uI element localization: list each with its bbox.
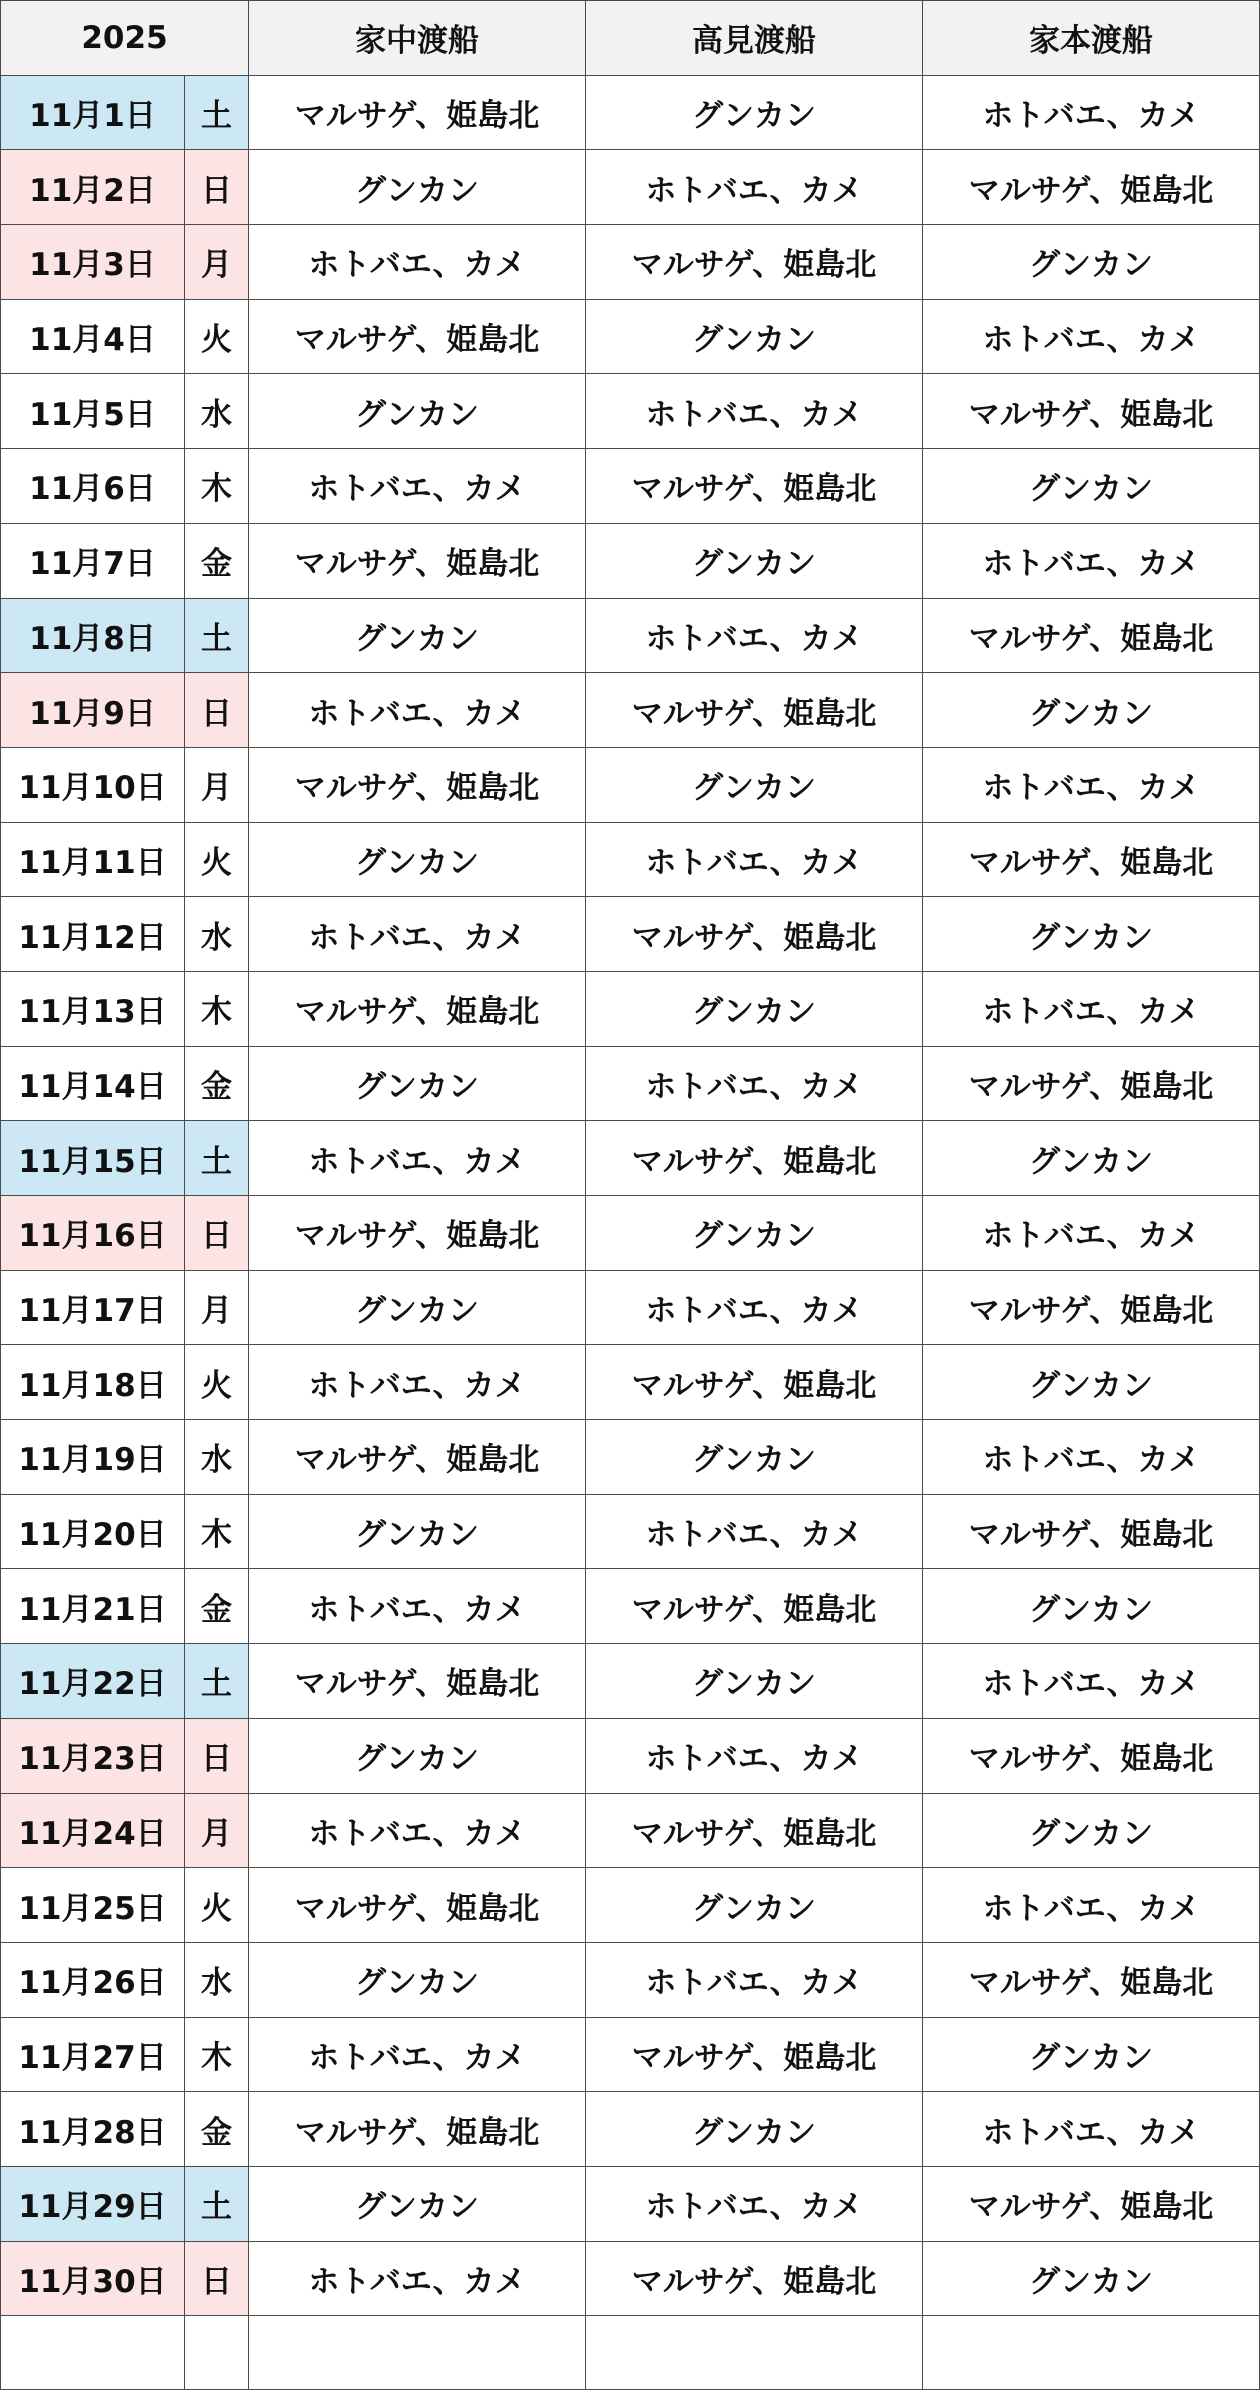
empty-cell: [185, 2316, 249, 2390]
ienaka-cell: グンカン: [249, 2166, 586, 2241]
date-cell: 11月8日: [1, 598, 185, 673]
takami-cell: マルサゲ、姫島北: [586, 225, 923, 300]
weekday-cell: 日: [185, 673, 249, 748]
iemoto-cell: グンカン: [923, 897, 1260, 972]
schedule-body: [1, 75, 1260, 2390]
date-cell: 11月15日: [1, 1121, 185, 1196]
ienaka-cell: ホトバエ、カメ: [249, 2241, 586, 2316]
weekday-cell: 水: [185, 1420, 249, 1495]
ienaka-cell: ホトバエ、カメ: [249, 225, 586, 300]
weekday-cell: 日: [185, 2241, 249, 2316]
ienaka-cell: グンカン: [249, 1718, 586, 1793]
ienaka-cell: マルサゲ、姫島北: [249, 1644, 586, 1719]
empty-row: [1, 2316, 1260, 2390]
table-row: [1, 1046, 1260, 1121]
ienaka-cell: マルサゲ、姫島北: [249, 2092, 586, 2167]
weekday-cell: 月: [185, 1270, 249, 1345]
date-cell: 11月23日: [1, 1718, 185, 1793]
empty-cell: [249, 2316, 586, 2390]
table-row: [1, 1793, 1260, 1868]
ienaka-cell: マルサゲ、姫島北: [249, 1196, 586, 1271]
table-row: [1, 1569, 1260, 1644]
date-cell: 11月14日: [1, 1046, 185, 1121]
empty-cell: [923, 2316, 1260, 2390]
iemoto-cell: マルサゲ、姫島北: [923, 1718, 1260, 1793]
takami-cell: グンカン: [586, 1644, 923, 1719]
weekday-cell: 月: [185, 747, 249, 822]
takami-cell: グンカン: [586, 1868, 923, 1943]
table-row: [1, 1121, 1260, 1196]
weekday-cell: 火: [185, 1345, 249, 1420]
iemoto-cell: ホトバエ、カメ: [923, 75, 1260, 150]
iemoto-cell: マルサゲ、姫島北: [923, 1494, 1260, 1569]
date-cell: 11月5日: [1, 374, 185, 449]
table-row: [1, 1494, 1260, 1569]
table-row: [1, 225, 1260, 300]
date-cell: 11月22日: [1, 1644, 185, 1719]
table-row: [1, 1718, 1260, 1793]
table-row: [1, 971, 1260, 1046]
empty-cell: [1, 2316, 185, 2390]
iemoto-cell: ホトバエ、カメ: [923, 299, 1260, 374]
takami-cell: マルサゲ、姫島北: [586, 2241, 923, 2316]
ienaka-cell: マルサゲ、姫島北: [249, 1420, 586, 1495]
date-cell: 11月26日: [1, 1942, 185, 2017]
takami-cell: マルサゲ、姫島北: [586, 1793, 923, 1868]
iemoto-cell: ホトバエ、カメ: [923, 1868, 1260, 1943]
date-cell: 11月17日: [1, 1270, 185, 1345]
date-cell: 11月4日: [1, 299, 185, 374]
weekday-cell: 土: [185, 1121, 249, 1196]
takami-cell: グンカン: [586, 971, 923, 1046]
takami-cell: ホトバエ、カメ: [586, 598, 923, 673]
ienaka-cell: ホトバエ、カメ: [249, 1569, 586, 1644]
date-cell: 11月30日: [1, 2241, 185, 2316]
weekday-cell: 土: [185, 1644, 249, 1719]
table-row: [1, 1345, 1260, 1420]
ienaka-cell: グンカン: [249, 822, 586, 897]
weekday-cell: 木: [185, 2017, 249, 2092]
weekday-cell: 土: [185, 598, 249, 673]
ienaka-cell: グンカン: [249, 598, 586, 673]
iemoto-cell: グンカン: [923, 449, 1260, 524]
weekday-cell: 火: [185, 1868, 249, 1943]
takami-cell: マルサゲ、姫島北: [586, 1569, 923, 1644]
table-row: [1, 2241, 1260, 2316]
ienaka-cell: ホトバエ、カメ: [249, 2017, 586, 2092]
iemoto-cell: マルサゲ、姫島北: [923, 374, 1260, 449]
table-row: [1, 1942, 1260, 2017]
takami-cell: グンカン: [586, 2092, 923, 2167]
weekday-cell: 木: [185, 449, 249, 524]
table-row: [1, 598, 1260, 673]
ienaka-cell: ホトバエ、カメ: [249, 449, 586, 524]
header-row: [1, 1, 1260, 76]
table-row: [1, 523, 1260, 598]
table-row: [1, 2017, 1260, 2092]
weekday-cell: 金: [185, 523, 249, 598]
ienaka-cell: マルサゲ、姫島北: [249, 747, 586, 822]
ienaka-cell: ホトバエ、カメ: [249, 1793, 586, 1868]
iemoto-cell: ホトバエ、カメ: [923, 523, 1260, 598]
ienaka-cell: マルサゲ、姫島北: [249, 971, 586, 1046]
takami-cell: グンカン: [586, 523, 923, 598]
weekday-cell: 水: [185, 897, 249, 972]
date-cell: 11月16日: [1, 1196, 185, 1271]
table-row: [1, 299, 1260, 374]
date-cell: 11月1日: [1, 75, 185, 150]
table-row: [1, 150, 1260, 225]
takami-cell: マルサゲ、姫島北: [586, 1121, 923, 1196]
ienaka-cell: マルサゲ、姫島北: [249, 523, 586, 598]
date-cell: 11月3日: [1, 225, 185, 300]
ienaka-cell: グンカン: [249, 374, 586, 449]
weekday-cell: 金: [185, 2092, 249, 2167]
iemoto-cell: ホトバエ、カメ: [923, 1644, 1260, 1719]
table-row: [1, 2166, 1260, 2241]
weekday-cell: 日: [185, 150, 249, 225]
iemoto-cell: グンカン: [923, 2241, 1260, 2316]
date-cell: 11月18日: [1, 1345, 185, 1420]
table-row: [1, 747, 1260, 822]
takami-cell: マルサゲ、姫島北: [586, 673, 923, 748]
iemoto-cell: マルサゲ、姫島北: [923, 822, 1260, 897]
date-cell: 11月19日: [1, 1420, 185, 1495]
weekday-cell: 月: [185, 1793, 249, 1868]
iemoto-cell: グンカン: [923, 1121, 1260, 1196]
weekday-cell: 月: [185, 225, 249, 300]
iemoto-cell: グンカン: [923, 1345, 1260, 1420]
date-cell: 11月24日: [1, 1793, 185, 1868]
date-cell: 11月12日: [1, 897, 185, 972]
iemoto-cell: グンカン: [923, 2017, 1260, 2092]
iemoto-cell: マルサゲ、姫島北: [923, 2166, 1260, 2241]
weekday-cell: 金: [185, 1569, 249, 1644]
column-header-ienaka: 家中渡船: [249, 1, 586, 76]
date-cell: 11月13日: [1, 971, 185, 1046]
weekday-cell: 水: [185, 374, 249, 449]
takami-cell: グンカン: [586, 747, 923, 822]
takami-cell: ホトバエ、カメ: [586, 2166, 923, 2241]
date-cell: 11月7日: [1, 523, 185, 598]
weekday-cell: 金: [185, 1046, 249, 1121]
iemoto-cell: マルサゲ、姫島北: [923, 598, 1260, 673]
takami-cell: ホトバエ、カメ: [586, 374, 923, 449]
year-header: 2025: [1, 1, 249, 76]
table-row: [1, 1644, 1260, 1719]
table-row: [1, 1196, 1260, 1271]
empty-cell: [586, 2316, 923, 2390]
ienaka-cell: グンカン: [249, 1270, 586, 1345]
takami-cell: ホトバエ、カメ: [586, 1494, 923, 1569]
table-row: [1, 1868, 1260, 1943]
date-cell: 11月11日: [1, 822, 185, 897]
iemoto-cell: ホトバエ、カメ: [923, 747, 1260, 822]
date-cell: 11月28日: [1, 2092, 185, 2167]
date-cell: 11月2日: [1, 150, 185, 225]
table-row: [1, 897, 1260, 972]
weekday-cell: 土: [185, 75, 249, 150]
table-row: [1, 822, 1260, 897]
column-header-takami: 高見渡船: [586, 1, 923, 76]
date-cell: 11月10日: [1, 747, 185, 822]
date-cell: 11月27日: [1, 2017, 185, 2092]
weekday-cell: 火: [185, 299, 249, 374]
column-header-iemoto: 家本渡船: [923, 1, 1260, 76]
iemoto-cell: マルサゲ、姫島北: [923, 150, 1260, 225]
iemoto-cell: ホトバエ、カメ: [923, 971, 1260, 1046]
ienaka-cell: マルサゲ、姫島北: [249, 299, 586, 374]
table-row: [1, 374, 1260, 449]
ienaka-cell: ホトバエ、カメ: [249, 1345, 586, 1420]
date-cell: 11月20日: [1, 1494, 185, 1569]
iemoto-cell: グンカン: [923, 673, 1260, 748]
weekday-cell: 日: [185, 1718, 249, 1793]
takami-cell: マルサゲ、姫島北: [586, 897, 923, 972]
ienaka-cell: ホトバエ、カメ: [249, 897, 586, 972]
ienaka-cell: グンカン: [249, 1942, 586, 2017]
takami-cell: ホトバエ、カメ: [586, 1718, 923, 1793]
takami-cell: マルサゲ、姫島北: [586, 449, 923, 524]
iemoto-cell: ホトバエ、カメ: [923, 1196, 1260, 1271]
takami-cell: マルサゲ、姫島北: [586, 2017, 923, 2092]
table-row: [1, 2092, 1260, 2167]
takami-cell: マルサゲ、姫島北: [586, 1345, 923, 1420]
iemoto-cell: ホトバエ、カメ: [923, 1420, 1260, 1495]
takami-cell: ホトバエ、カメ: [586, 1942, 923, 2017]
ienaka-cell: グンカン: [249, 1046, 586, 1121]
takami-cell: グンカン: [586, 299, 923, 374]
weekday-cell: 土: [185, 2166, 249, 2241]
date-cell: 11月9日: [1, 673, 185, 748]
table-row: [1, 1420, 1260, 1495]
iemoto-cell: グンカン: [923, 1569, 1260, 1644]
weekday-cell: 木: [185, 1494, 249, 1569]
date-cell: 11月25日: [1, 1868, 185, 1943]
table-row: [1, 449, 1260, 524]
takami-cell: グンカン: [586, 1196, 923, 1271]
table-row: [1, 1270, 1260, 1345]
ienaka-cell: ホトバエ、カメ: [249, 673, 586, 748]
date-cell: 11月21日: [1, 1569, 185, 1644]
table-row: [1, 673, 1260, 748]
weekday-cell: 木: [185, 971, 249, 1046]
iemoto-cell: マルサゲ、姫島北: [923, 1046, 1260, 1121]
iemoto-cell: グンカン: [923, 225, 1260, 300]
weekday-cell: 日: [185, 1196, 249, 1271]
ienaka-cell: グンカン: [249, 1494, 586, 1569]
iemoto-cell: マルサゲ、姫島北: [923, 1270, 1260, 1345]
date-cell: 11月29日: [1, 2166, 185, 2241]
ienaka-cell: マルサゲ、姫島北: [249, 75, 586, 150]
weekday-cell: 水: [185, 1942, 249, 2017]
iemoto-cell: ホトバエ、カメ: [923, 2092, 1260, 2167]
takami-cell: ホトバエ、カメ: [586, 822, 923, 897]
takami-cell: ホトバエ、カメ: [586, 1046, 923, 1121]
ienaka-cell: ホトバエ、カメ: [249, 1121, 586, 1196]
takami-cell: ホトバエ、カメ: [586, 1270, 923, 1345]
iemoto-cell: グンカン: [923, 1793, 1260, 1868]
iemoto-cell: マルサゲ、姫島北: [923, 1942, 1260, 2017]
takami-cell: ホトバエ、カメ: [586, 150, 923, 225]
weekday-cell: 火: [185, 822, 249, 897]
ienaka-cell: グンカン: [249, 150, 586, 225]
ienaka-cell: マルサゲ、姫島北: [249, 1868, 586, 1943]
date-cell: 11月6日: [1, 449, 185, 524]
takami-cell: グンカン: [586, 75, 923, 150]
takami-cell: グンカン: [586, 1420, 923, 1495]
table-row: [1, 75, 1260, 150]
